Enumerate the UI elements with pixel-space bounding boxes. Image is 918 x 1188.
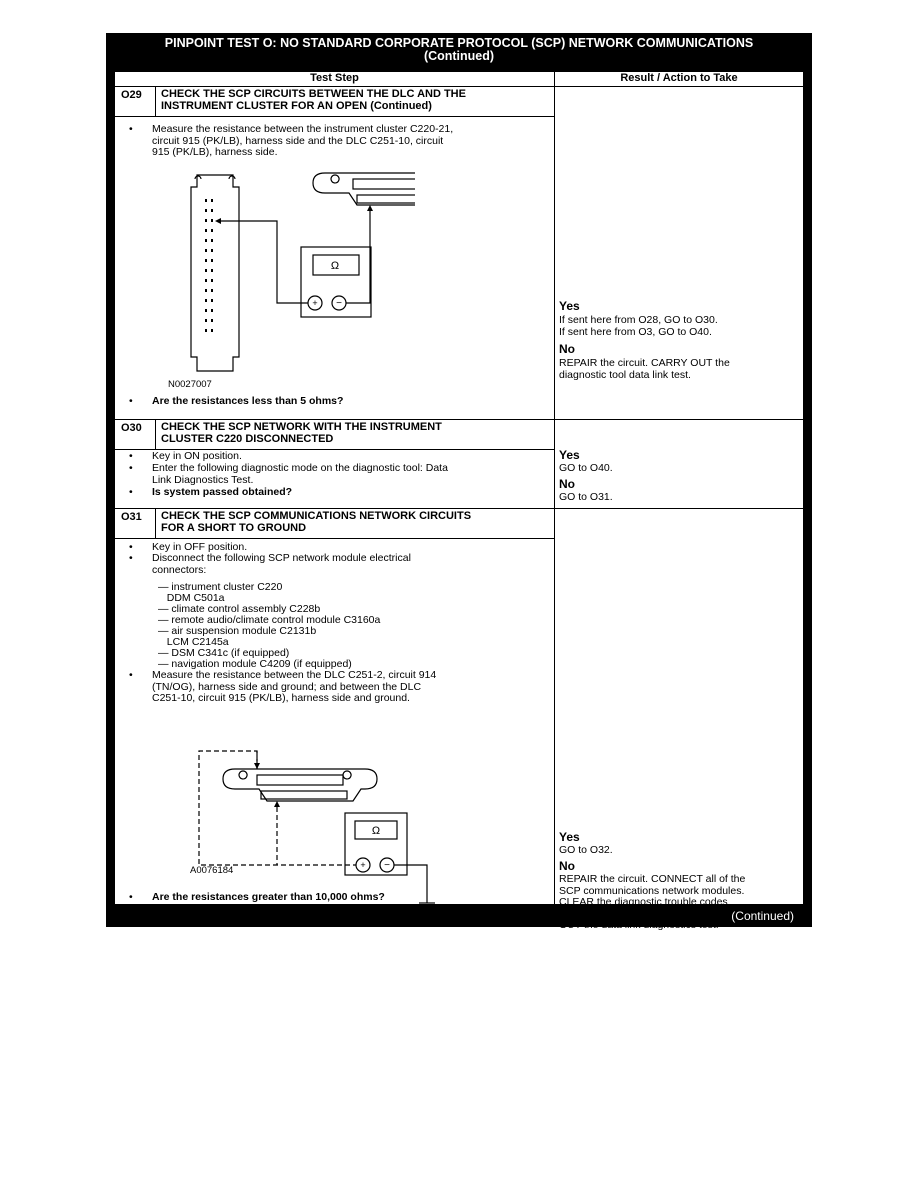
svg-text:+: + xyxy=(360,860,366,870)
figure-id-o29: N0027007 xyxy=(168,379,212,390)
step-title-line: FOR A SHORT TO GROUND xyxy=(161,521,307,534)
result-yes-label: Yes xyxy=(559,448,580,462)
step-question: Is system passed obtained? xyxy=(152,486,293,498)
module-list-item: — navigation module C4209 (if equipped) xyxy=(158,658,352,670)
result-yes-label: Yes xyxy=(559,299,580,313)
result-no-text: REPAIR the circuit. CARRY OUT the diagnostic tool data link test. xyxy=(559,357,730,381)
continued-footer: (Continued) xyxy=(731,909,794,923)
step-title-line: INSTRUMENT CLUSTER FOR AN OPEN (Continued) xyxy=(161,99,432,112)
module-list-item: DDM C501a xyxy=(158,592,225,604)
column-header-result: Result / Action to Take xyxy=(554,71,804,87)
bullet-dot: • xyxy=(129,450,133,462)
step-instruction: Key in OFF position. xyxy=(152,541,248,553)
step-title-line: CHECK THE SCP NETWORK WITH THE INSTRUMENT xyxy=(161,421,442,433)
step-instruction: Measure the resistance between the instrument cluster C220-21, circuit 915 (PK/LB), harness side and the DLC C251-10, circuit 915 (PK/LB), harness side. xyxy=(152,123,454,158)
step-title-line: CHECK THE SCP CIRCUITS BETWEEN THE DLC AND THE xyxy=(161,88,466,100)
step-question: Are the resistances greater than 10,000 ohms? xyxy=(152,891,385,903)
result-yes-text: If sent here from O3, GO to O40. xyxy=(559,326,712,338)
ohm-symbol: Ω xyxy=(371,825,381,837)
bullet-dot: • xyxy=(129,486,133,498)
svg-text:−: − xyxy=(336,298,342,309)
module-list-item: — remote audio/climate control module C3160a xyxy=(158,614,381,626)
step-title-o30 xyxy=(155,419,555,450)
result-o29 xyxy=(554,86,804,420)
step-instruction: Enter the following diagnostic mode on the diagnostic tool: Data Link Diagnostics Test. xyxy=(152,462,448,486)
bullet-dot: • xyxy=(129,395,133,407)
result-yes-text: GO to O40. xyxy=(559,462,613,474)
module-list-item: — climate control assembly C228b xyxy=(158,603,321,615)
step-title-line: CLUSTER C220 DISCONNECTED xyxy=(161,432,334,445)
page-header xyxy=(106,33,812,67)
result-no-text: GO to O31. xyxy=(559,491,613,503)
result-no-label: No xyxy=(559,342,575,356)
header-subtitle: (Continued) xyxy=(423,49,495,63)
step-body-o30 xyxy=(114,449,555,509)
header-title: PINPOINT TEST O: NO STANDARD CORPORATE PROTOCOL (SCP) NETWORK COMMUNICATIONS xyxy=(164,36,754,50)
ohm-symbol: Ω xyxy=(330,260,340,272)
step-instruction: Key in ON position. xyxy=(152,450,242,462)
step-id-o30: O30 xyxy=(114,419,156,450)
step-id-o29: O29 xyxy=(114,86,156,117)
svg-text:+: + xyxy=(312,298,318,308)
short-to-ground-diagram-o31 xyxy=(195,729,455,909)
step-instruction: Measure the resistance between the DLC C251-2, circuit 914 (TN/OG), harness side and ground; and between the DLC C251-10, circuit 915 (PK/LB), harness side and ground. xyxy=(152,669,437,704)
result-no-text: REPAIR the circuit. CONNECT all of the SCP communications network modules. CLEAR the diagnostic trouble codes (DTCs). REPEAT the self-test. CARRY OUT the data link diagnostics test. xyxy=(559,873,746,931)
result-no-label: No xyxy=(559,859,575,873)
test-table xyxy=(114,71,804,931)
step-body-o29 xyxy=(114,116,555,420)
step-instruction: Disconnect the following SCP network module electrical connectors: xyxy=(152,552,411,576)
result-yes-label: Yes xyxy=(559,830,580,844)
result-no-label: No xyxy=(559,477,575,491)
column-header-test-step: Test Step xyxy=(114,71,555,87)
step-title-o31 xyxy=(155,508,555,539)
pinpoint-test-page xyxy=(106,33,812,931)
module-list-item: — instrument cluster C220 xyxy=(158,581,283,593)
step-title-line: CHECK THE SCP COMMUNICATIONS NETWORK CIRCUITS xyxy=(161,510,472,522)
step-question: Are the resistances less than 5 ohms? xyxy=(152,395,344,407)
module-list-item: — air suspension module C2131b xyxy=(158,625,317,637)
module-list-item: LCM C2145a xyxy=(158,636,229,648)
figure-id-o31: A0076184 xyxy=(190,865,234,876)
result-o30 xyxy=(554,419,804,509)
result-yes-text: If sent here from O28, GO to O30. xyxy=(559,314,718,326)
bullet-dot: • xyxy=(129,669,133,681)
module-list-item: — DSM C341c (if equipped) xyxy=(158,647,290,659)
step-id-o31: O31 xyxy=(114,508,156,539)
svg-text:−: − xyxy=(384,860,390,871)
bullet-dot: • xyxy=(129,462,133,474)
connector-wiring-diagram-o29 xyxy=(175,169,415,379)
result-yes-text: GO to O32. xyxy=(559,844,613,856)
bullet-dot: • xyxy=(129,541,133,553)
bullet-dot: • xyxy=(129,123,133,135)
bullet-dot: • xyxy=(129,891,133,903)
bullet-dot: • xyxy=(129,552,133,564)
step-body-o31 xyxy=(114,538,555,905)
step-title-o29 xyxy=(155,86,555,117)
